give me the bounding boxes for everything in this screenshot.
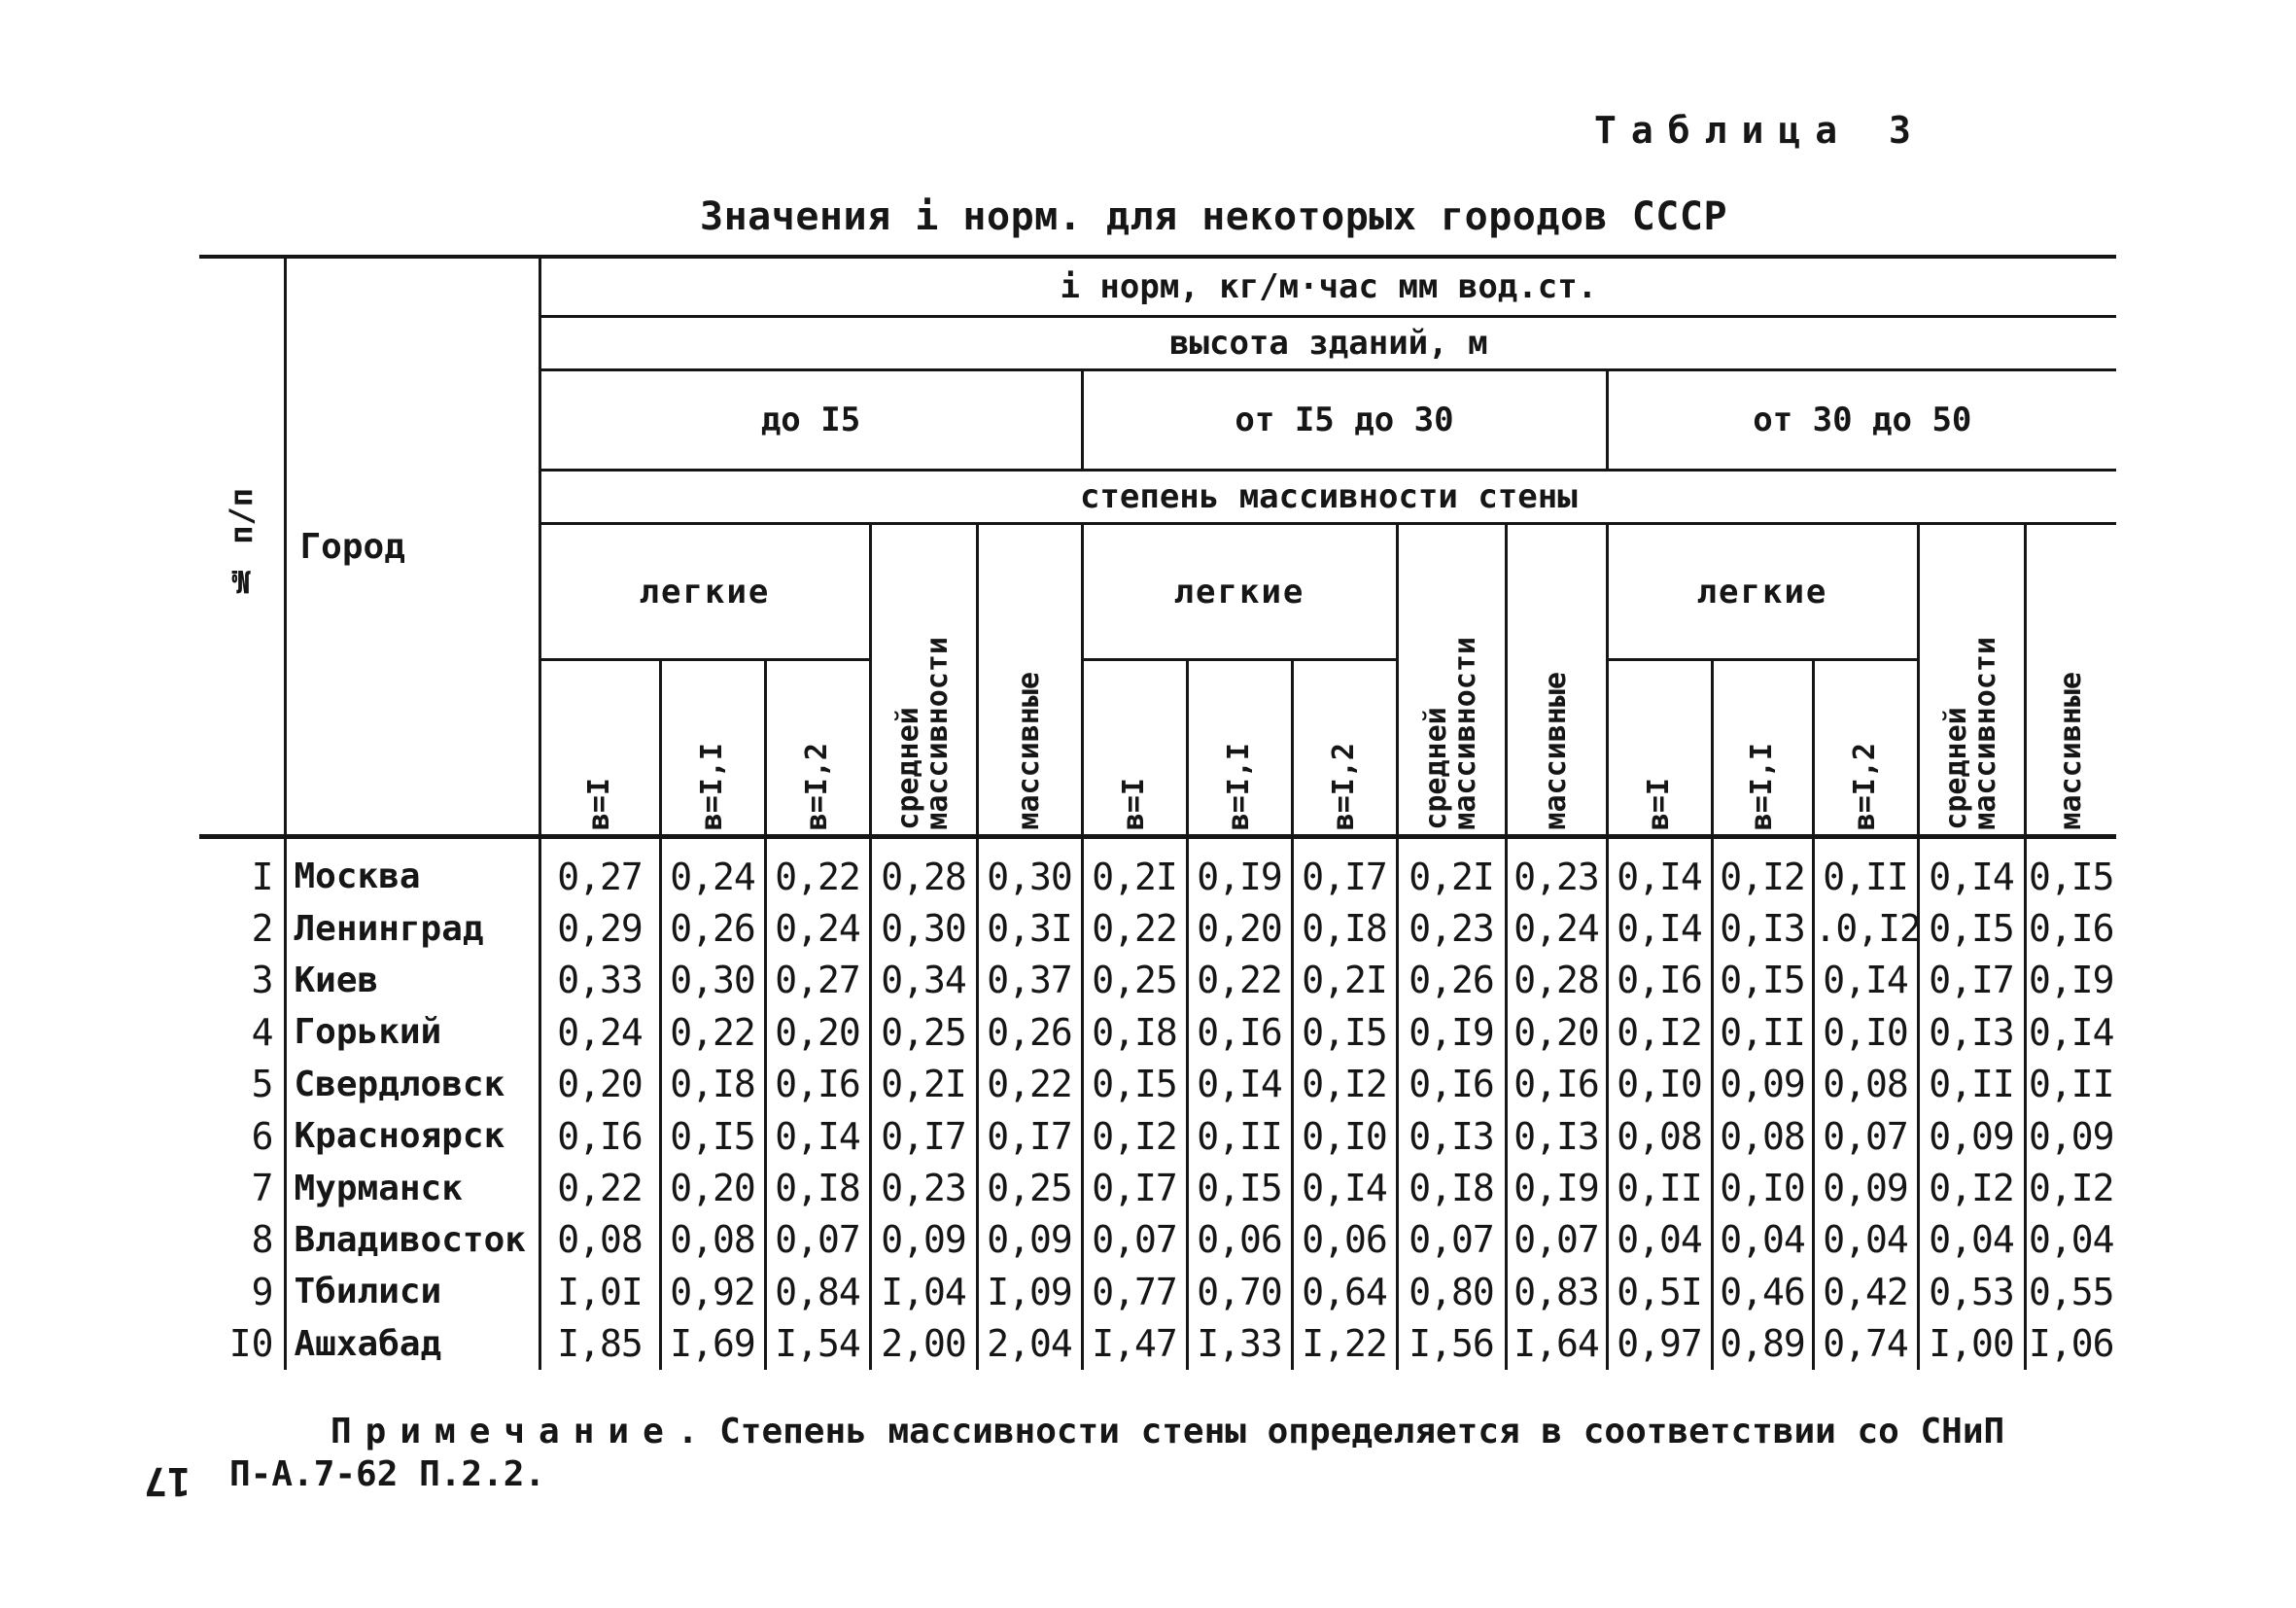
value-cell: 0,I9: [2025, 955, 2116, 1006]
city-column-header: Город: [285, 257, 539, 837]
row-number: 8: [251, 1218, 274, 1262]
value-cell: 0,27: [765, 955, 870, 1006]
height-group-3: от 30 до 50: [1607, 370, 2116, 471]
b-header-1-1: [539, 660, 660, 837]
table-row: [199, 1162, 2116, 1213]
value-cell: 0,74: [1813, 1318, 1918, 1370]
city-name: Горький: [285, 1006, 539, 1058]
value-cell: 0,I9: [1187, 837, 1292, 903]
b-header-3-2: [1712, 660, 1813, 837]
value-cell: 0,I4: [1187, 1059, 1292, 1110]
value-cell: 0,22: [765, 837, 870, 903]
value-cell: 0,33: [539, 955, 660, 1006]
value-cell: 0,I6: [1397, 1059, 1506, 1110]
i-norm-header: i норм, кг/м·час мм вод.ст.: [539, 257, 2116, 317]
value-cell: 0,30: [660, 955, 765, 1006]
value-cell: 0,I0: [1292, 1110, 1397, 1162]
b-label: в=I,2: [1327, 742, 1361, 830]
light-header-1: легкие: [539, 524, 870, 660]
value-cell: I,69: [660, 1318, 765, 1370]
massive-label-1: массивные: [1012, 672, 1046, 830]
value-cell: I,00: [1918, 1318, 2025, 1370]
city-name: Красноярск: [285, 1110, 539, 1162]
value-cell: 0,24: [539, 1006, 660, 1058]
b-label: в=I: [1117, 777, 1151, 830]
value-cell: 0,3I: [977, 902, 1082, 954]
value-cell: 0,I8: [660, 1059, 765, 1110]
value-cell: 0,I0: [1607, 1059, 1712, 1110]
massiveness-header: степень массивности стены: [539, 471, 2116, 524]
page-number: 17: [144, 1458, 191, 1503]
medium-label-1: средней массивности: [891, 637, 955, 830]
value-cell: 0,I5: [1187, 1162, 1292, 1213]
value-cell: 0,20: [1506, 1006, 1607, 1058]
value-cell: 0,I6: [765, 1059, 870, 1110]
value-cell: 0,22: [977, 1059, 1082, 1110]
value-cell: 0,I5: [2025, 837, 2116, 903]
value-cell: 0,09: [1813, 1162, 1918, 1213]
b-label: в=I,I: [695, 742, 729, 830]
value-cell: 0,07: [765, 1214, 870, 1266]
value-cell: 0,I8: [1082, 1006, 1187, 1058]
b-header-3-3: [1813, 660, 1918, 837]
value-cell: 0,2I: [870, 1059, 977, 1110]
b-header-1-2: [660, 660, 765, 837]
value-cell: I,64: [1506, 1318, 1607, 1370]
value-cell: 0,26: [1397, 955, 1506, 1006]
value-cell: 0,04: [1712, 1214, 1813, 1266]
value-cell: 0,07: [1397, 1214, 1506, 1266]
value-cell: 0,I5: [1082, 1059, 1187, 1110]
value-cell: 0,09: [1918, 1110, 2025, 1162]
value-cell: 2,00: [870, 1318, 977, 1370]
value-cell: 0,II: [1813, 837, 1918, 903]
norm-values-table: [199, 255, 2116, 1370]
value-cell: 0,09: [1712, 1059, 1813, 1110]
row-number: I0: [228, 1322, 274, 1366]
value-cell: 0,83: [1506, 1266, 1607, 1317]
value-cell: 0,77: [1082, 1266, 1187, 1317]
value-cell: 0,I4: [1607, 837, 1712, 903]
value-cell: 0,23: [1506, 837, 1607, 903]
value-cell: 0,23: [1397, 902, 1506, 954]
value-cell: 0,08: [1712, 1110, 1813, 1162]
table-caption: Значения i норм. для некоторых городов СССР: [700, 194, 1728, 239]
row-number: 3: [251, 959, 274, 1002]
row-number: 6: [251, 1114, 274, 1158]
value-cell: 0,04: [1918, 1214, 2025, 1266]
table-row: [199, 1006, 2116, 1058]
massive-label-2: массивные: [1539, 672, 1573, 830]
value-cell: 0,I3: [1918, 1006, 2025, 1058]
value-cell: 0,25: [870, 1006, 977, 1058]
table-row: [199, 1059, 2116, 1110]
value-cell: I,85: [539, 1318, 660, 1370]
value-cell: 0,24: [1506, 902, 1607, 954]
value-cell: 0,09: [870, 1214, 977, 1266]
light-header-3: легкие: [1607, 524, 1918, 660]
building-height-header: высота зданий, м: [539, 317, 2116, 370]
value-cell: 0,25: [1082, 955, 1187, 1006]
value-cell: 0,I7: [1082, 1162, 1187, 1213]
city-name: Свердловск: [285, 1059, 539, 1110]
num-column-header: [199, 257, 285, 837]
value-cell: 0,I6: [1506, 1059, 1607, 1110]
value-cell: 0,07: [1082, 1214, 1187, 1266]
value-cell: 0,22: [660, 1006, 765, 1058]
value-cell: 0,22: [1187, 955, 1292, 1006]
value-cell: 0,09: [2025, 1110, 2116, 1162]
b-header-2-1: [1082, 660, 1187, 837]
value-cell: I,0I: [539, 1266, 660, 1317]
table-row: [199, 902, 2116, 954]
value-cell: 0,I3: [1712, 902, 1813, 954]
value-cell: 0,84: [765, 1266, 870, 1317]
value-cell: I,04: [870, 1266, 977, 1317]
value-cell: 0,I5: [1712, 955, 1813, 1006]
value-cell: 0,09: [977, 1214, 1082, 1266]
value-cell: 0,89: [1712, 1318, 1813, 1370]
massive-label-3: массивные: [2053, 672, 2088, 830]
city-name: Тбилиси: [285, 1266, 539, 1317]
medium-header-3: [1918, 524, 2025, 837]
value-cell: 0,53: [1918, 1266, 2025, 1317]
value-cell: 0,I4: [1813, 955, 1918, 1006]
medium-header-1: [870, 524, 977, 837]
table-row: [199, 1266, 2116, 1317]
value-cell: 0,27: [539, 837, 660, 903]
value-cell: 0,26: [660, 902, 765, 954]
value-cell: 0,08: [1813, 1059, 1918, 1110]
value-cell: 0,I2: [1712, 837, 1813, 903]
height-group-2: от I5 до 30: [1082, 370, 1607, 471]
value-cell: 0,I8: [1292, 902, 1397, 954]
value-cell: I,06: [2025, 1318, 2116, 1370]
city-name: Мурманск: [285, 1162, 539, 1213]
city-name: Ашхабад: [285, 1318, 539, 1370]
value-cell: I,22: [1292, 1318, 1397, 1370]
row-number: 7: [251, 1167, 274, 1210]
value-cell: 0,04: [1607, 1214, 1712, 1266]
table-row: [199, 955, 2116, 1006]
num-header-label: № п/п: [223, 488, 261, 601]
value-cell: 0,25: [977, 1162, 1082, 1213]
medium-label-3: средней массивности: [1939, 637, 2002, 830]
medium-header-2: [1397, 524, 1506, 837]
value-cell: 0,II: [1607, 1162, 1712, 1213]
b-header-3-1: [1607, 660, 1712, 837]
value-cell: 2,04: [977, 1318, 1082, 1370]
value-cell: 0,08: [660, 1214, 765, 1266]
value-cell: 0,20: [539, 1059, 660, 1110]
b-label: в=I,I: [1745, 742, 1779, 830]
value-cell: 0,I4: [1292, 1162, 1397, 1213]
value-cell: 0,08: [1607, 1110, 1712, 1162]
value-cell: I,33: [1187, 1318, 1292, 1370]
value-cell: 0,08: [539, 1214, 660, 1266]
value-cell: 0,26: [977, 1006, 1082, 1058]
value-cell: 0,I2: [1607, 1006, 1712, 1058]
value-cell: 0,04: [1813, 1214, 1918, 1266]
value-cell: 0,I3: [1397, 1110, 1506, 1162]
row-number: 2: [251, 907, 274, 951]
value-cell: 0,80: [1397, 1266, 1506, 1317]
value-cell: 0,I2: [1918, 1162, 2025, 1213]
value-cell: I,09: [977, 1266, 1082, 1317]
value-cell: 0,I7: [1292, 837, 1397, 903]
value-cell: 0,I0: [1813, 1006, 1918, 1058]
value-cell: 0,55: [2025, 1266, 2116, 1317]
city-name: Москва: [285, 837, 539, 903]
b-header-2-2: [1187, 660, 1292, 837]
light-header-2: легкие: [1082, 524, 1397, 660]
value-cell: 0,I4: [2025, 1006, 2116, 1058]
value-cell: 0,I5: [1292, 1006, 1397, 1058]
value-cell: 0,I6: [2025, 902, 2116, 954]
row-number: 9: [251, 1270, 274, 1313]
value-cell: 0,46: [1712, 1266, 1813, 1317]
value-cell: 0,30: [870, 902, 977, 954]
value-cell: 0,I8: [765, 1162, 870, 1213]
value-cell: 0,I7: [977, 1110, 1082, 1162]
value-cell: 0,97: [1607, 1318, 1712, 1370]
value-cell: 0,I2: [2025, 1162, 2116, 1213]
value-cell: I,54: [765, 1318, 870, 1370]
value-cell: I,47: [1082, 1318, 1187, 1370]
value-cell: 0,28: [1506, 955, 1607, 1006]
value-cell: 0,I6: [1187, 1006, 1292, 1058]
value-cell: 0,24: [765, 902, 870, 954]
table-body: [199, 837, 2116, 1370]
massive-header-3: [2025, 524, 2116, 837]
value-cell: 0,I7: [870, 1110, 977, 1162]
b-header-2-3: [1292, 660, 1397, 837]
value-cell: 0,37: [977, 955, 1082, 1006]
value-cell: 0,2I: [1292, 955, 1397, 1006]
value-cell: 0,I3: [1506, 1110, 1607, 1162]
value-cell: 0,I7: [1918, 955, 2025, 1006]
value-cell: 0,I5: [660, 1110, 765, 1162]
value-cell: 0,I8: [1397, 1162, 1506, 1213]
value-cell: .0,I2: [1813, 902, 1918, 954]
medium-label-2: средней массивности: [1419, 637, 1482, 830]
b-label: в=I,2: [800, 742, 834, 830]
row-number: I: [251, 855, 274, 898]
row-number: 5: [251, 1063, 274, 1106]
row-number: 4: [251, 1010, 274, 1054]
value-cell: 0,06: [1187, 1214, 1292, 1266]
value-cell: 0,I2: [1292, 1059, 1397, 1110]
value-cell: 0,II: [1187, 1110, 1292, 1162]
value-cell: 0,22: [1082, 902, 1187, 954]
value-cell: 0,I0: [1712, 1162, 1813, 1213]
value-cell: 0,I6: [539, 1110, 660, 1162]
value-cell: 0,I4: [1607, 902, 1712, 954]
value-cell: 0,20: [765, 1006, 870, 1058]
table-row: [199, 1318, 2116, 1370]
note-text: . Степень массивности стены определяется в соответствии со СНиП: [677, 1412, 2005, 1451]
value-cell: 0,20: [1187, 902, 1292, 954]
value-cell: 0,23: [870, 1162, 977, 1213]
value-cell: 0,07: [1506, 1214, 1607, 1266]
massive-header-2: [1506, 524, 1607, 837]
value-cell: 0,5I: [1607, 1266, 1712, 1317]
value-cell: 0,II: [1918, 1059, 2025, 1110]
value-cell: 0,I2: [1082, 1110, 1187, 1162]
value-cell: 0,2I: [1397, 837, 1506, 903]
value-cell: 0,I9: [1506, 1162, 1607, 1213]
table-note: [330, 1412, 2004, 1451]
b-label: в=I: [1642, 777, 1676, 830]
value-cell: 0,34: [870, 955, 977, 1006]
value-cell: 0,42: [1813, 1266, 1918, 1317]
value-cell: 0,II: [2025, 1059, 2116, 1110]
value-cell: 0,I6: [1607, 955, 1712, 1006]
value-cell: 0,06: [1292, 1214, 1397, 1266]
massive-header-1: [977, 524, 1082, 837]
b-header-1-3: [765, 660, 870, 837]
city-name: Ленинград: [285, 902, 539, 954]
value-cell: 0,92: [660, 1266, 765, 1317]
table-row: [199, 837, 2116, 903]
table-row: [199, 1110, 2116, 1162]
value-cell: 0,I4: [1918, 837, 2025, 903]
value-cell: 0,64: [1292, 1266, 1397, 1317]
value-cell: 0,30: [977, 837, 1082, 903]
value-cell: 0,22: [539, 1162, 660, 1213]
city-name: Киев: [285, 955, 539, 1006]
value-cell: I,56: [1397, 1318, 1506, 1370]
table-row: [199, 1214, 2116, 1266]
value-cell: 0,29: [539, 902, 660, 954]
value-cell: 0,2I: [1082, 837, 1187, 903]
b-label: в=I,I: [1222, 742, 1256, 830]
value-cell: 0,I4: [765, 1110, 870, 1162]
note-reference: П-А.7-62 П.2.2.: [229, 1454, 546, 1494]
value-cell: 0,24: [660, 837, 765, 903]
value-cell: 0,28: [870, 837, 977, 903]
value-cell: 0,I5: [1918, 902, 2025, 954]
b-label: в=I: [582, 777, 616, 830]
note-lead: Примечание: [330, 1412, 678, 1451]
height-group-1: до I5: [539, 370, 1082, 471]
value-cell: 0,04: [2025, 1214, 2116, 1266]
value-cell: 0,I9: [1397, 1006, 1506, 1058]
b-label: в=I,2: [1848, 742, 1882, 830]
value-cell: 0,20: [660, 1162, 765, 1213]
value-cell: 0,70: [1187, 1266, 1292, 1317]
value-cell: 0,II: [1712, 1006, 1813, 1058]
value-cell: 0,07: [1813, 1110, 1918, 1162]
city-name: Владивосток: [285, 1214, 539, 1266]
table-label: Таблица 3: [1594, 109, 1926, 152]
